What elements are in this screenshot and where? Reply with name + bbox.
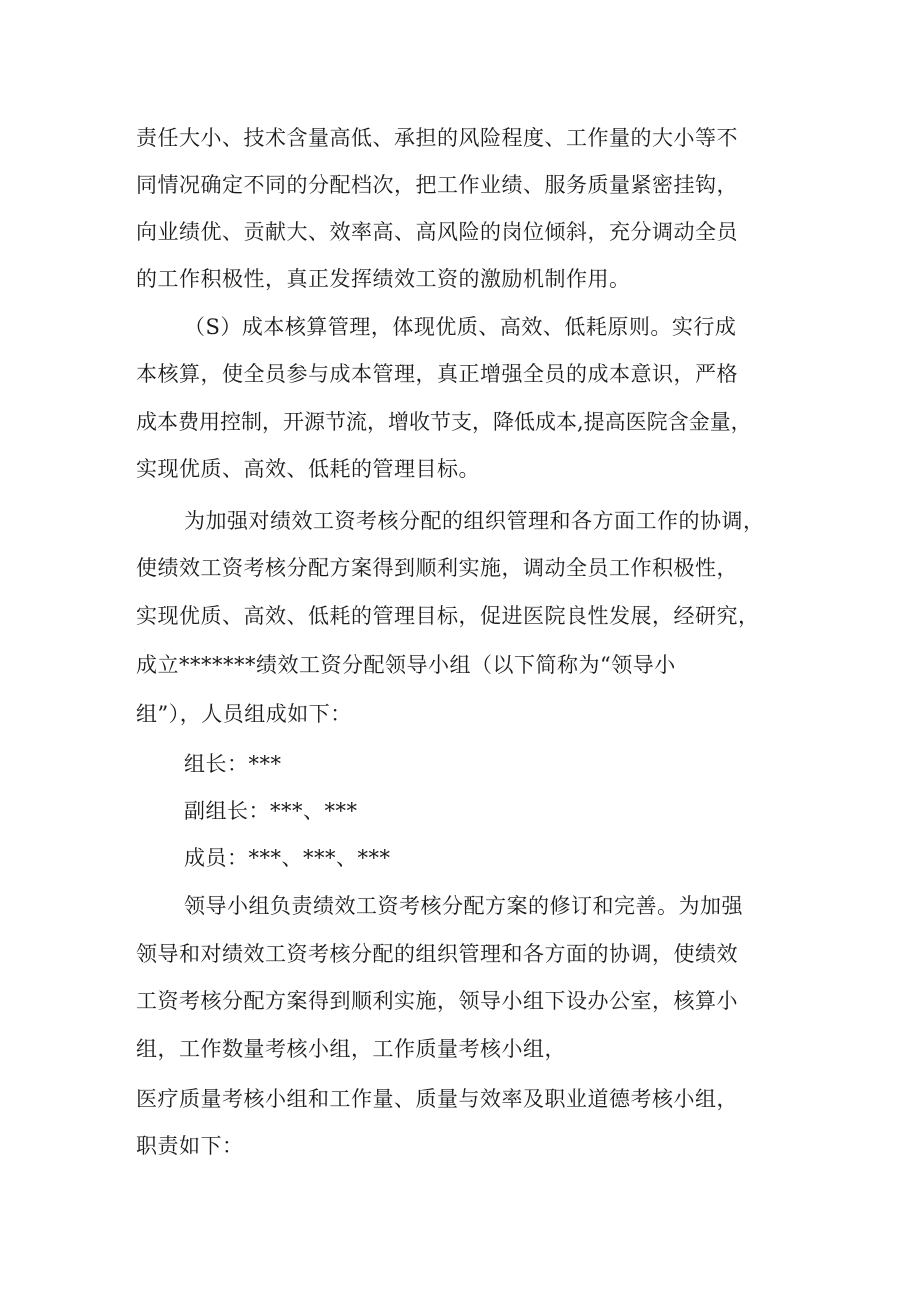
- text-line-6: 本核算，使全员参与成本管理，真正增强全员的成本意识，严格: [136, 362, 738, 386]
- text-line-13: 组”），人员组成如下：: [136, 702, 352, 726]
- text-line-18: 领导和对绩效工资考核分配的组织管理和各方面的协调，使绩效: [136, 942, 738, 966]
- text-line-14: 组长：***: [184, 752, 282, 776]
- text-line-2: 同情况确定不同的分配档次，把工作业绩、服务质量紧密挂钩，: [136, 173, 738, 197]
- text-line-20: 组，工作数量考核小组，工作质量考核小组，: [136, 1037, 566, 1061]
- text-line-9: 为加强对绩效工资考核分配的组织管理和各方面工作的协调，: [184, 509, 765, 533]
- text-line-5: （S）成本核算管理，体现优质、高效、低耗原则。实行成: [184, 315, 737, 339]
- text-line-22: 职责如下：: [136, 1134, 244, 1158]
- text-line-17: 领导小组负责绩效工资考核分配方案的修订和完善。为加强: [184, 894, 743, 918]
- text-line-3: 向业绩优、贡献大、效率高、高风险的岗位倾斜，充分调动全员: [136, 220, 738, 244]
- text-line-7: 成本费用控制，开源节流，增收节支，降低成本,提高医院含金量，: [136, 410, 752, 434]
- text-line-15: 副组长：***、***: [184, 799, 358, 823]
- text-line-8: 实现优质、高效、低耗的管理目标。: [136, 457, 480, 481]
- text-line-16: 成员：***、***、***: [184, 846, 391, 870]
- text-line-21: 医疗质量考核小组和工作量、质量与效率及职业道德考核小组，: [136, 1087, 738, 1111]
- text-line-4: 的工作积极性，真正发挥绩效工资的激励机制作用。: [136, 267, 631, 291]
- text-line-19: 工资考核分配方案得到顺利实施，领导小组下设办公室，核算小: [136, 989, 738, 1013]
- text-line-1: 责任大小、技术含量高低、承担的风险程度、工作量的大小等不: [136, 126, 738, 150]
- text-line-10: 使绩效工资考核分配方案得到顺利实施，调动全员工作积极性，: [136, 556, 738, 580]
- text-line-11: 实现优质、高效、低耗的管理目标，促进医院良性发展，经研究，: [136, 604, 760, 628]
- text-line-12: 成立*******绩效工资分配领导小组（以下简称为“领导小: [136, 653, 676, 677]
